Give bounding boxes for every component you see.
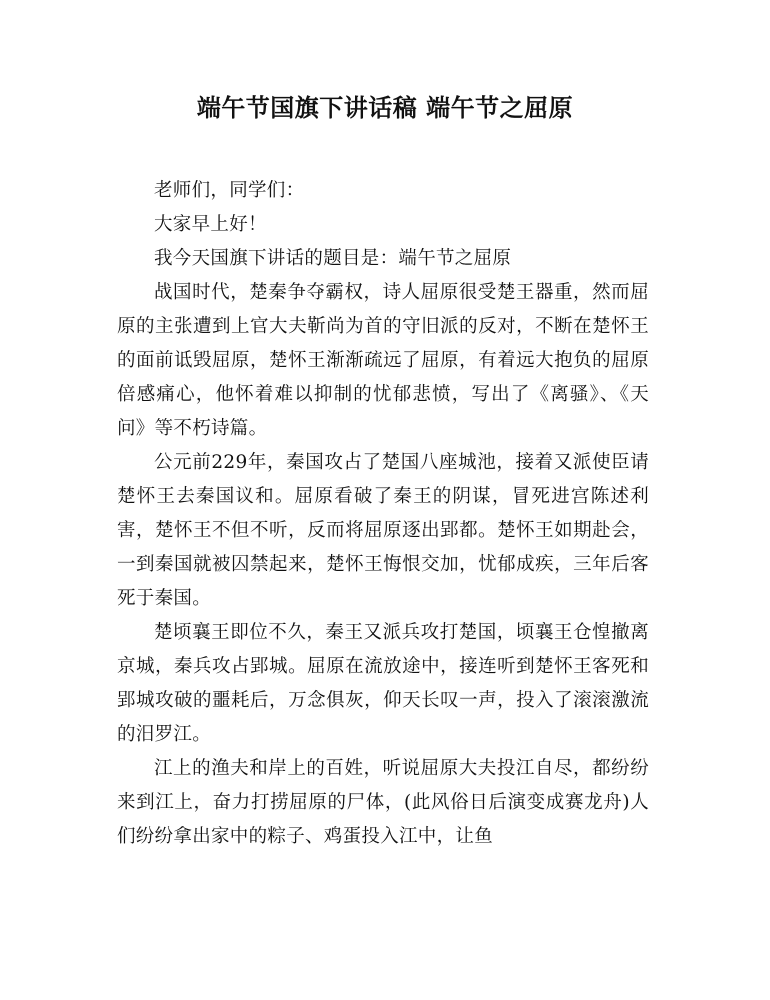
document-body (117, 174, 649, 854)
paragraph-warring-states: 战国时代，楚秦争夺霸权，诗人屈原很受楚王器重，然而屈原的主张遭到上官大夫靳尚为首的守旧派的反对，不断在楚怀王的面前诋毁屈原，楚怀王渐渐疏远了屈原，有着远大抱负的屈原倍感痛心，他怀着难以抑制的忧郁悲愤，写出了《离骚》、《天问》等不朽诗篇。 (117, 282, 649, 439)
paragraph-229bc: 公元前229年，秦国攻占了楚国八座城池，接着又派使臣请楚怀王去秦国议和。屈原看破了秦王的阴谋，冒死进宫陈述利害，楚怀王不但不听，反而将屈原逐出郢都。楚怀王如期赴会，一到秦国就被囚禁起来，楚怀王悔恨交加，忧郁成疾，三年后客死于秦国。 (117, 452, 649, 609)
paragraph-fishermen: 江上的渔夫和岸上的百姓，听说屈原大夫投江自尽，都纷纷来到江上，奋力打捞屈原的尸体，(此风俗日后演变成赛龙舟)人们纷纷拿出家中的粽子、鸡蛋投入江中，让鱼 (117, 758, 649, 847)
paragraph-good-morning: 大家早上好！ (154, 214, 267, 235)
paragraph-topic: 我今天国旗下讲话的题目是：端午节之屈原 (154, 248, 512, 269)
paragraph-greeting: 老师们，同学们： (154, 180, 305, 201)
document-title: 端午节国旗下讲话稿 端午节之屈原 (196, 94, 574, 122)
paragraph-qingxiang: 楚顷襄王即位不久，秦王又派兵攻打楚国，顷襄王仓惶撤离京城，秦兵攻占郢城。屈原在流放途中，接连听到楚怀王客死和郢城攻破的噩耗后，万念俱灰，仰天长叹一声，投入了滚滚激流的汨罗江。 (117, 622, 649, 745)
